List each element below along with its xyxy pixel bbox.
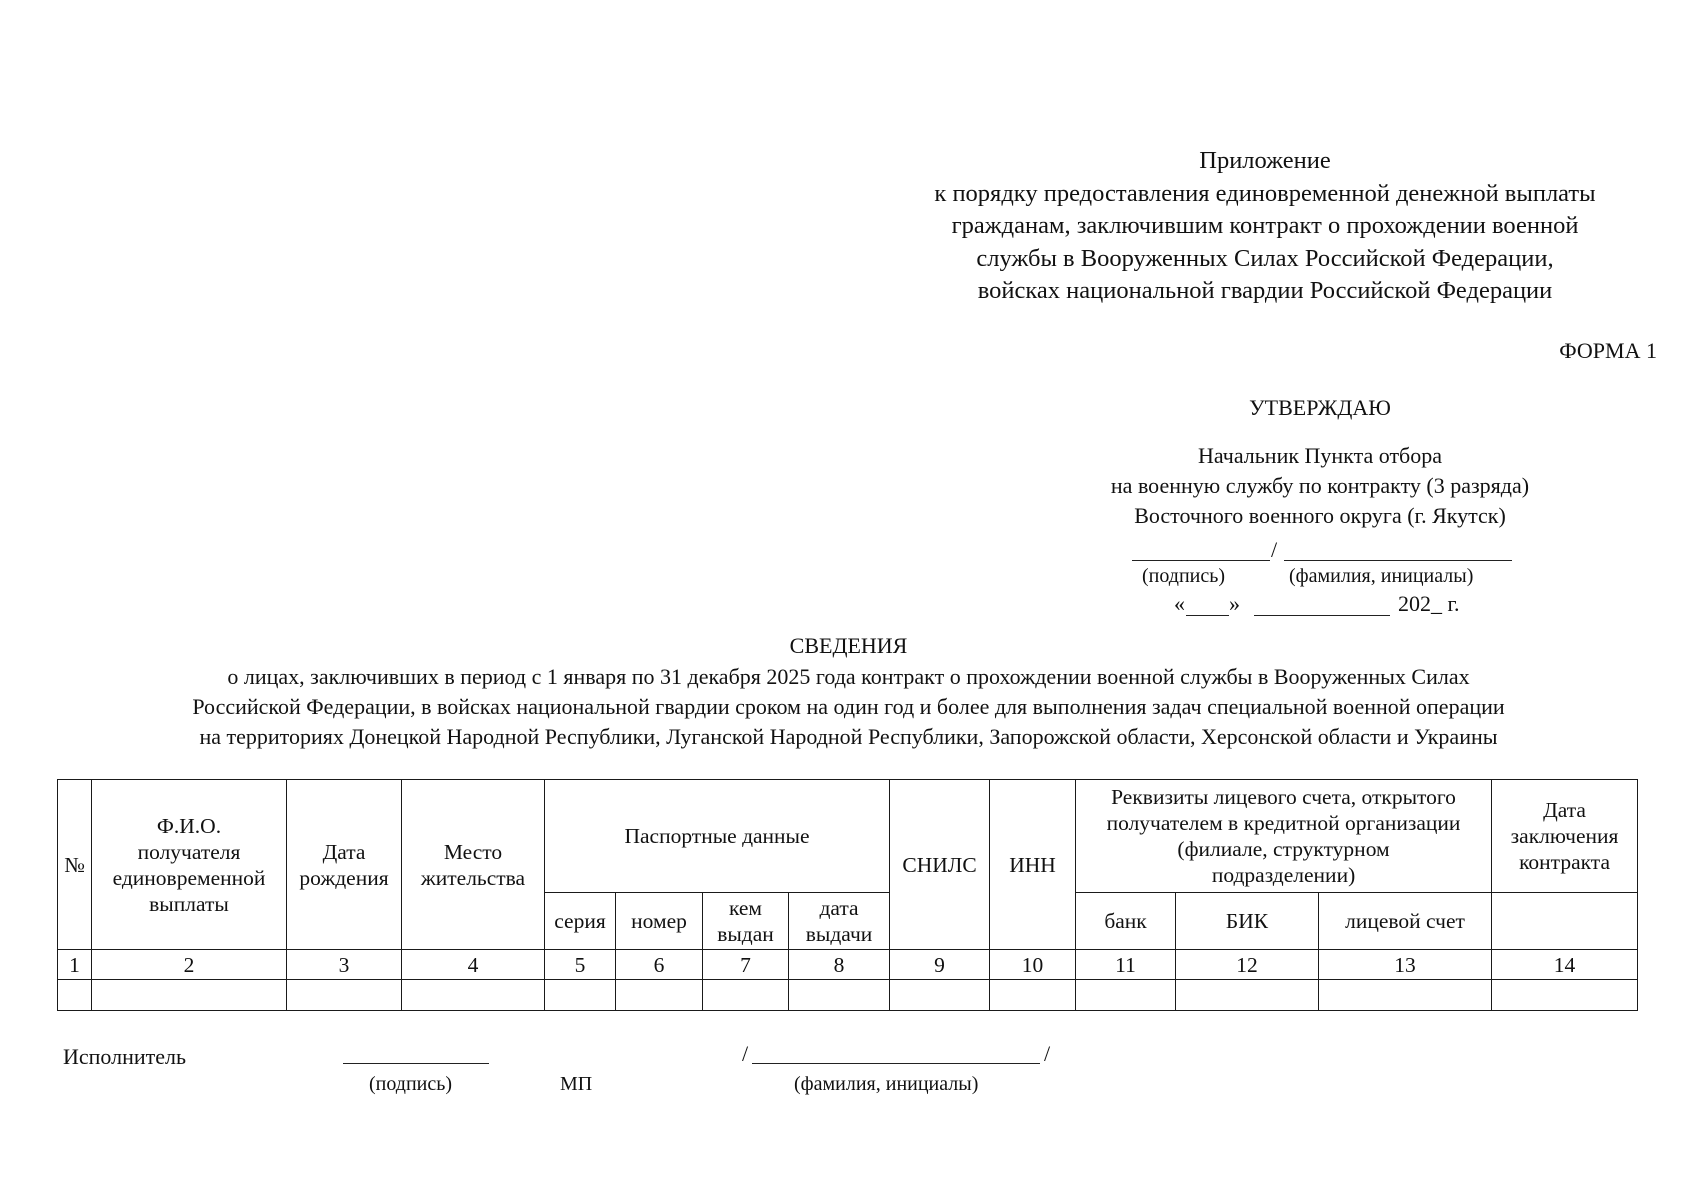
header-number: № bbox=[58, 780, 92, 950]
column-number: 12 bbox=[1176, 950, 1319, 980]
statement-line: на территориях Донецкой Народной Республики, Луганской Народной Республики, Запорожской области, Херсонской области и Украины bbox=[199, 724, 1498, 749]
executor-slash-left: / bbox=[742, 1041, 749, 1066]
header-passport-issued-by: кем выдан bbox=[703, 893, 789, 950]
header-contract-date-blank bbox=[1492, 893, 1638, 950]
name-hint: (фамилия, инициалы) bbox=[1289, 565, 1474, 587]
statement-line: о лицах, заключивших в период с 1 января по 31 декабря 2025 года контракт о прохождении военной службы в Вооруженных Силах bbox=[227, 664, 1470, 689]
header-passport-series: серия bbox=[545, 893, 616, 950]
executor-signature-hint: (подпись) bbox=[369, 1073, 453, 1095]
executor-signature-blank[interactable] bbox=[343, 1063, 489, 1064]
header-passport-issue-date: дата выдачи bbox=[789, 893, 890, 950]
header-passport: Паспортные данные bbox=[545, 780, 890, 893]
appendix-line: гражданам, заключившим контракт о прохождении военной bbox=[951, 212, 1579, 239]
approval-date-line bbox=[1060, 589, 1580, 619]
approval-block bbox=[1060, 395, 1580, 619]
table-row bbox=[58, 980, 1638, 1011]
column-number: 4 bbox=[402, 950, 545, 980]
name-blank[interactable] bbox=[1284, 560, 1512, 561]
approval-chief-line: Начальник Пункта отбора bbox=[1197, 443, 1443, 468]
header-bank: банк bbox=[1076, 893, 1176, 950]
table-cell[interactable] bbox=[616, 980, 703, 1011]
column-number: 7 bbox=[703, 950, 789, 980]
appendix-line: службы в Вооруженных Силах Российской Федерации, bbox=[976, 244, 1554, 272]
approval-title: УТВЕРЖДАЮ bbox=[1249, 395, 1391, 420]
approval-hints bbox=[1060, 563, 1580, 589]
column-number: 2 bbox=[92, 950, 287, 980]
header-birth-date: Дата рождения bbox=[287, 780, 402, 950]
statement-title: СВЕДЕНИЯ bbox=[789, 633, 908, 658]
signature-blank[interactable] bbox=[1132, 560, 1270, 561]
column-number: 6 bbox=[616, 950, 703, 980]
quote-open: « bbox=[1174, 591, 1185, 616]
executor-name-hint: (фамилия, инициалы) bbox=[794, 1073, 979, 1095]
year-text: 202_ г. bbox=[1398, 591, 1460, 616]
signature-slash: / bbox=[1271, 537, 1278, 562]
column-number: 11 bbox=[1076, 950, 1176, 980]
table-cell[interactable] bbox=[1076, 980, 1176, 1011]
statement-description bbox=[40, 662, 1657, 752]
header-account-details: Реквизиты лицевого счета, открытого получателем в кредитной организации (филиале, структурном подразделении) bbox=[1076, 780, 1492, 893]
table-cell[interactable] bbox=[1176, 980, 1319, 1011]
table-cell[interactable] bbox=[58, 980, 92, 1011]
column-number-row bbox=[58, 950, 1638, 980]
executor-slash-right: / bbox=[1044, 1041, 1051, 1066]
column-number: 9 bbox=[890, 950, 990, 980]
header-inn: ИНН bbox=[990, 780, 1076, 950]
table-cell[interactable] bbox=[703, 980, 789, 1011]
day-blank[interactable] bbox=[1186, 615, 1229, 616]
header-account-number: лицевой счет bbox=[1319, 893, 1492, 950]
recipients-table bbox=[57, 779, 1638, 1011]
table-cell[interactable] bbox=[1492, 980, 1638, 1011]
executor-name-blank[interactable] bbox=[752, 1063, 1040, 1064]
column-number: 14 bbox=[1492, 950, 1638, 980]
quote-close: » bbox=[1229, 591, 1240, 616]
column-number: 1 bbox=[58, 950, 92, 980]
column-number: 13 bbox=[1319, 950, 1492, 980]
appendix-header bbox=[870, 145, 1660, 308]
appendix-line: войсках национальной гвардии Российской Федерации bbox=[977, 277, 1553, 304]
month-blank[interactable] bbox=[1254, 615, 1390, 616]
header-contract-date: Дата заключения контракта bbox=[1492, 780, 1638, 893]
table-cell[interactable] bbox=[92, 980, 287, 1011]
column-number: 5 bbox=[545, 950, 616, 980]
stamp-label: МП bbox=[560, 1073, 593, 1095]
signature-hint: (подпись) bbox=[1142, 565, 1226, 587]
table-cell[interactable] bbox=[789, 980, 890, 1011]
table-cell[interactable] bbox=[990, 980, 1076, 1011]
header-snils: СНИЛС bbox=[890, 780, 990, 950]
header-bik: БИК bbox=[1176, 893, 1319, 950]
table-cell[interactable] bbox=[287, 980, 402, 1011]
appendix-title: Приложение bbox=[1199, 147, 1331, 174]
statement-line: Российской Федерации, в войсках национальной гвардии сроком на один год и более для выполнения задач специальной военной операции bbox=[192, 694, 1505, 719]
approval-chief-line: на военную службу по контракту (3 разряда) bbox=[1110, 473, 1530, 498]
column-number: 10 bbox=[990, 950, 1076, 980]
approval-chief-line: Восточного военного округа (г. Якутск) bbox=[1134, 503, 1506, 528]
table-cell[interactable] bbox=[1319, 980, 1492, 1011]
form-label: ФОРМА 1 bbox=[1559, 338, 1657, 363]
executor-label: Исполнитель bbox=[63, 1044, 187, 1069]
appendix-line: к порядку предоставления единовременной денежной выплаты bbox=[934, 179, 1596, 207]
column-number: 8 bbox=[789, 950, 890, 980]
approval-signature-line bbox=[1060, 537, 1580, 563]
column-number: 3 bbox=[287, 950, 402, 980]
header-passport-number: номер bbox=[616, 893, 703, 950]
header-fio: Ф.И.О. получателя единовременной выплаты bbox=[92, 780, 287, 950]
table-cell[interactable] bbox=[545, 980, 616, 1011]
table-cell[interactable] bbox=[890, 980, 990, 1011]
approval-chief bbox=[1060, 441, 1580, 531]
table-cell[interactable] bbox=[402, 980, 545, 1011]
header-residence: Место жительства bbox=[402, 780, 545, 950]
